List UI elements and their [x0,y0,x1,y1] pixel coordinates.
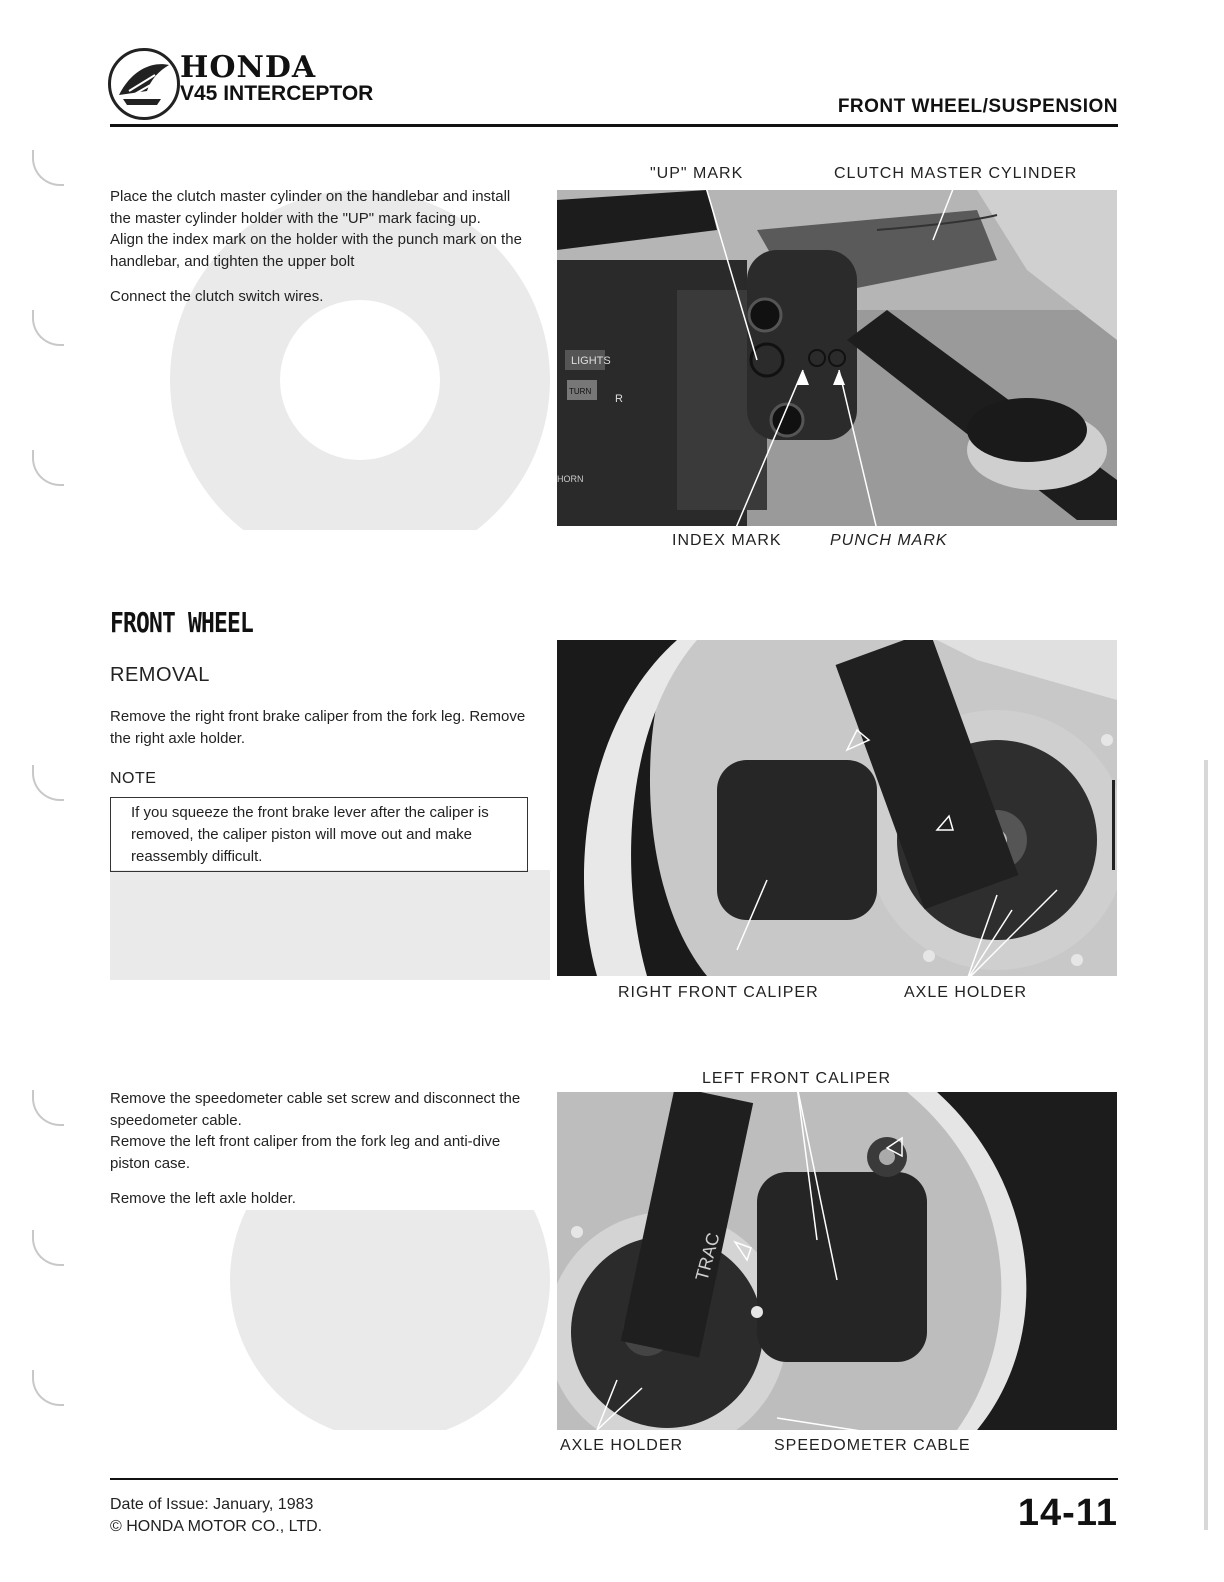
note-box: If you squeeze the front brake lever after the caliper is removed, the caliper piston will move out and make reassembly difficult. [110,797,528,872]
binder-mark [32,1090,64,1126]
left-caliper-instructions [110,1088,530,1210]
note-label: NOTE [110,770,157,787]
page-number: 14-11 [1017,1492,1118,1534]
instruction-line: Remove the left axle holder. [110,1190,296,1207]
photo-text-turn: TURN [569,387,592,396]
punch-mark-label: PUNCH MARK [830,532,948,549]
instruction-line: Align the index mark on the holder with the punch mark on the handlebar, and tighten the upper bolt [110,231,522,270]
removal-instructions: Remove the right front brake caliper from the fork leg. Remove the right axle holder. [110,708,526,747]
bleed-through-disc [110,870,550,980]
binder-mark [32,1230,64,1266]
footer-info [110,1494,322,1538]
instruction-line: Connect the clutch switch wires. [110,288,324,305]
bleed-through-disc [110,1210,550,1430]
model-name: V45 INTERCEPTOR [180,82,374,105]
honda-wing-logo [108,48,180,120]
header-rule [110,124,1118,127]
photo-text-horn: HORN [557,474,584,484]
up-mark-label: "UP" MARK [650,165,744,182]
scan-edge-artifact [1204,760,1208,1530]
copyright: © HONDA MOTOR CO., LTD. [110,1518,323,1535]
instruction-line: Remove the speedometer cable set screw and disconnect the speedometer cable. [110,1090,521,1129]
removal-subheading: REMOVAL [110,664,210,686]
speedometer-cable-label: SPEEDOMETER CABLE [774,1437,971,1454]
photo-text-trac: TRAC [691,1230,724,1284]
axle-holder-label: AXLE HOLDER [560,1437,684,1454]
footer-rule [110,1478,1118,1480]
binder-mark [32,1370,64,1406]
index-mark-label: INDEX MARK [672,532,782,549]
scan-edge-artifact [1112,780,1115,870]
brand-name: HONDA [180,50,317,85]
binder-mark [32,450,64,486]
binder-mark [32,765,64,801]
left-front-caliper-label: LEFT FRONT CALIPER [702,1070,891,1087]
clutch-instructions [110,186,530,308]
clutch-master-cylinder-label: CLUTCH MASTER CYLINDER [834,165,1078,182]
figure2-leaders [557,640,1117,1000]
figure1-leaders [557,180,1117,540]
axle-holder-label: AXLE HOLDER [904,984,1028,1001]
instruction-line: Remove the left front caliper from the fork leg and anti-dive piston case. [110,1133,501,1172]
right-front-caliper-label: RIGHT FRONT CALIPER [618,984,819,1001]
issue-date: Date of Issue: January, 1983 [110,1496,314,1513]
section-title: FRONT WHEEL/SUSPENSION [837,96,1118,117]
instruction-line: Place the clutch master cylinder on the handlebar and install the master cylinder holder with the "UP" mark facing up. [110,188,511,227]
binder-mark [32,150,64,186]
binder-mark [32,310,64,346]
photo-text-r: R [615,393,623,405]
figure3-leaders [557,1080,1117,1450]
front-wheel-heading: FRONT WHEEL [110,606,254,639]
photo-text-lights: LIGHTS [571,355,611,367]
